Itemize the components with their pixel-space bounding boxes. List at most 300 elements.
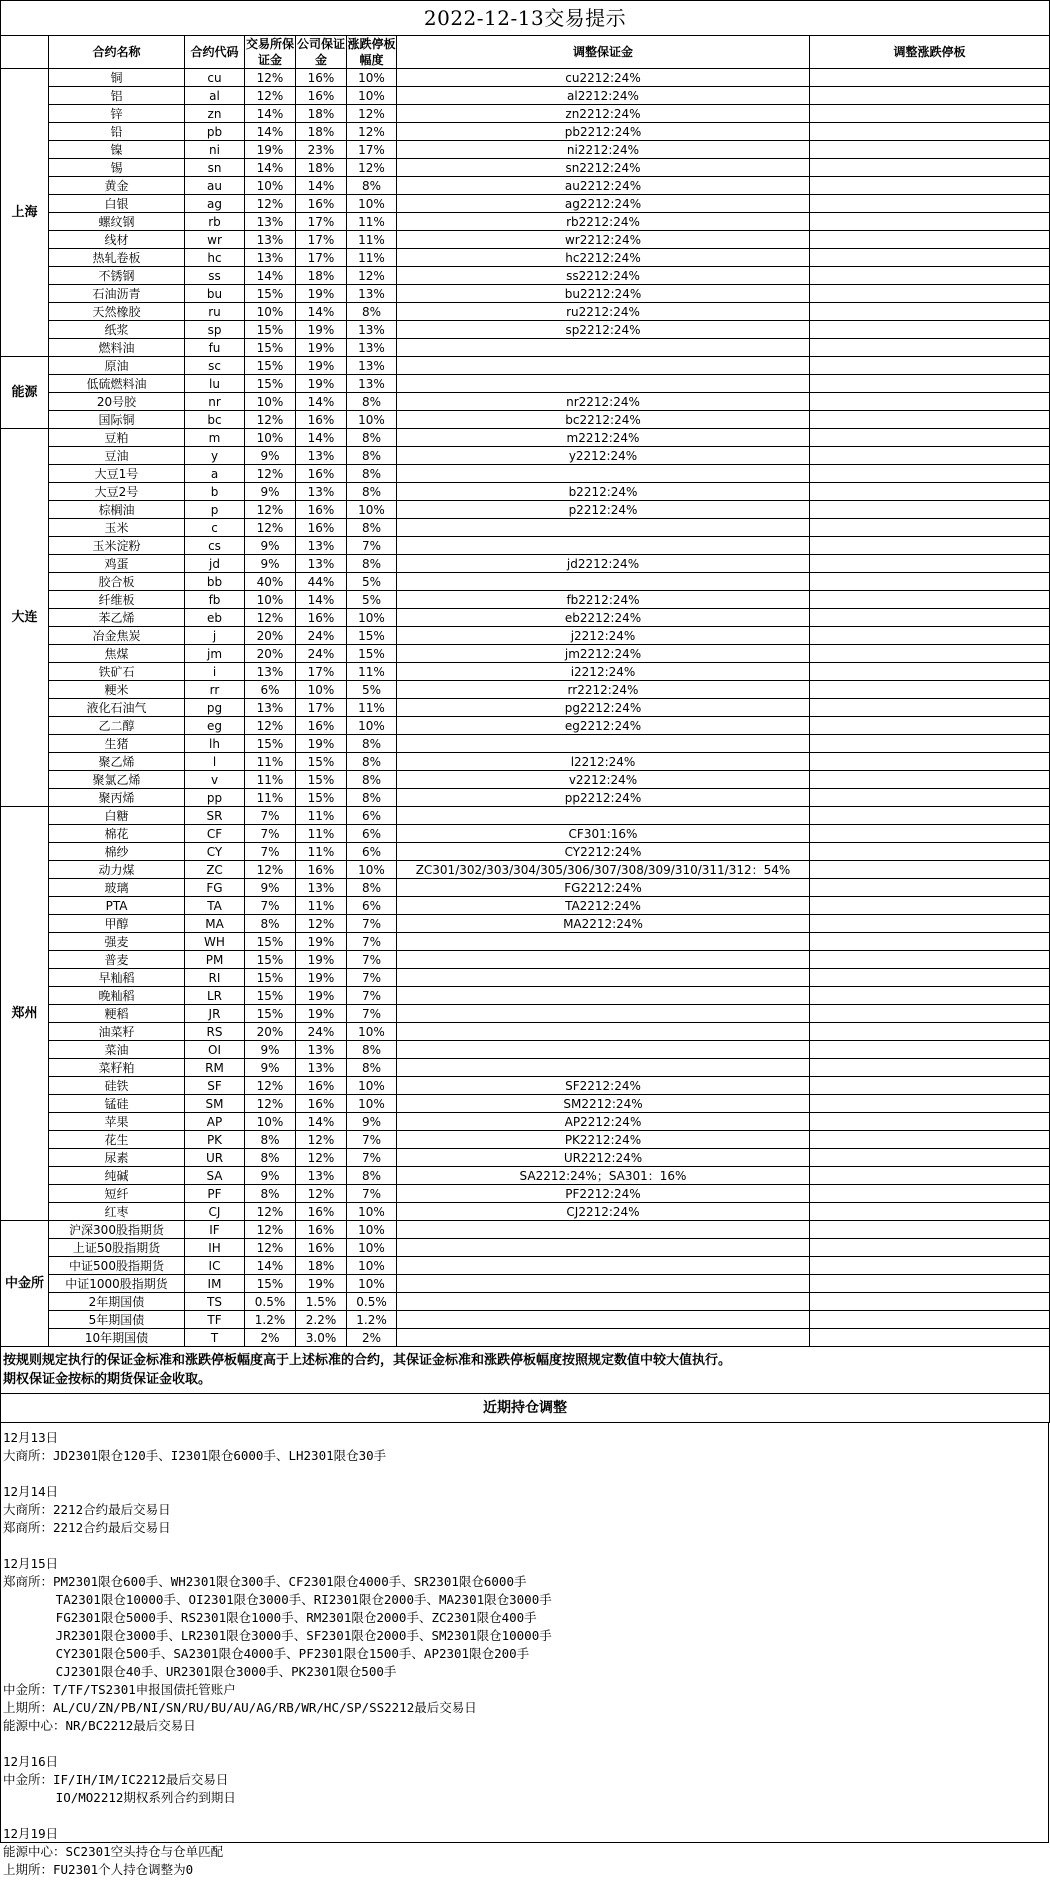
position-updates xyxy=(0,1423,1049,1877)
adjusted-limit xyxy=(810,1311,1050,1329)
company-margin: 19% xyxy=(296,321,347,339)
exchange-label: 郑州 xyxy=(1,807,49,1221)
limit-range: 10% xyxy=(347,1095,397,1113)
contract-code: nr xyxy=(185,393,245,411)
update-line: 中金所：IF/IH/IM/IC2212最后交易日 xyxy=(3,1772,229,1787)
adjusted-limit xyxy=(810,1185,1050,1203)
adjusted-limit xyxy=(810,807,1050,825)
exchange-margin: 10% xyxy=(245,591,296,609)
adjusted-margin: bu2212:24% xyxy=(397,285,810,303)
contract-code: hc xyxy=(185,249,245,267)
contract-name: 大豆2号 xyxy=(49,483,185,501)
limit-range: 11% xyxy=(347,231,397,249)
limit-range: 10% xyxy=(347,501,397,519)
exchange-margin: 12% xyxy=(245,87,296,105)
limit-range: 11% xyxy=(347,213,397,231)
limit-range: 8% xyxy=(347,429,397,447)
update-line: 大商所：JD2301限仓120手、I2301限仓6000手、LH2301限仓30手 xyxy=(3,1448,387,1463)
table-row xyxy=(1,951,1050,969)
adjusted-margin xyxy=(397,1239,810,1257)
adjusted-limit xyxy=(810,1239,1050,1257)
limit-range: 5% xyxy=(347,591,397,609)
adjusted-limit xyxy=(810,789,1050,807)
contract-code: wr xyxy=(185,231,245,249)
adjusted-limit xyxy=(810,1041,1050,1059)
company-margin: 12% xyxy=(296,1131,347,1149)
limit-range: 8% xyxy=(347,771,397,789)
limit-range: 7% xyxy=(347,933,397,951)
table-row xyxy=(1,1203,1050,1221)
header-name: 合约名称 xyxy=(49,36,185,69)
adjusted-limit xyxy=(810,1203,1050,1221)
exchange-margin: 12% xyxy=(245,609,296,627)
contract-code: sp xyxy=(185,321,245,339)
limit-range: 13% xyxy=(347,357,397,375)
adjusted-limit xyxy=(810,1257,1050,1275)
company-margin: 16% xyxy=(296,1077,347,1095)
company-margin: 16% xyxy=(296,465,347,483)
adjusted-margin xyxy=(397,1275,810,1293)
limit-range: 7% xyxy=(347,1185,397,1203)
adjusted-margin: PK2212:24% xyxy=(397,1131,810,1149)
contract-name: 硅铁 xyxy=(49,1077,185,1095)
contract-code: y xyxy=(185,447,245,465)
table-row xyxy=(1,933,1050,951)
update-line: 能源中心：SC2301空头持仓与仓单匹配 xyxy=(3,1844,224,1859)
exchange-margin: 19% xyxy=(245,141,296,159)
adjusted-margin xyxy=(397,1311,810,1329)
limit-range: 8% xyxy=(347,555,397,573)
contract-code: CY xyxy=(185,843,245,861)
company-margin: 3.0% xyxy=(296,1329,347,1347)
update-line: JR2301限仓3000手、LR2301限仓3000手、SF2301限仓2000手、SM2301限仓10000手 xyxy=(3,1628,552,1643)
adjusted-margin xyxy=(397,1059,810,1077)
exchange-margin: 7% xyxy=(245,825,296,843)
limit-range: 12% xyxy=(347,267,397,285)
adjusted-margin xyxy=(397,969,810,987)
table-row xyxy=(1,1059,1050,1077)
company-margin: 19% xyxy=(296,969,347,987)
limit-range: 8% xyxy=(347,1041,397,1059)
contract-name: 红枣 xyxy=(49,1203,185,1221)
contract-code: rb xyxy=(185,213,245,231)
company-margin: 13% xyxy=(296,1167,347,1185)
adjusted-margin xyxy=(397,375,810,393)
contract-code: b xyxy=(185,483,245,501)
company-margin: 18% xyxy=(296,123,347,141)
exchange-margin: 12% xyxy=(245,1239,296,1257)
company-margin: 16% xyxy=(296,69,347,87)
limit-range: 9% xyxy=(347,1113,397,1131)
limit-range: 8% xyxy=(347,789,397,807)
adjusted-limit xyxy=(810,915,1050,933)
table-row xyxy=(1,159,1050,177)
limit-range: 6% xyxy=(347,897,397,915)
company-margin: 17% xyxy=(296,231,347,249)
table-row xyxy=(1,141,1050,159)
exchange-margin: 10% xyxy=(245,393,296,411)
limit-range: 8% xyxy=(347,177,397,195)
contract-code: PK xyxy=(185,1131,245,1149)
contract-name: 锰硅 xyxy=(49,1095,185,1113)
contract-code: c xyxy=(185,519,245,537)
table-row xyxy=(1,483,1050,501)
contract-name: 锡 xyxy=(49,159,185,177)
exchange-margin: 15% xyxy=(245,375,296,393)
company-margin: 19% xyxy=(296,987,347,1005)
contract-name: 铜 xyxy=(49,69,185,87)
exchange-margin: 15% xyxy=(245,1275,296,1293)
contract-name: 苹果 xyxy=(49,1113,185,1131)
limit-range: 7% xyxy=(347,969,397,987)
limit-range: 8% xyxy=(347,735,397,753)
exchange-margin: 12% xyxy=(245,195,296,213)
limit-range: 8% xyxy=(347,753,397,771)
limit-range: 7% xyxy=(347,1149,397,1167)
exchange-margin: 8% xyxy=(245,1149,296,1167)
adjusted-limit xyxy=(810,645,1050,663)
contract-code: TA xyxy=(185,897,245,915)
exchange-margin: 13% xyxy=(245,699,296,717)
contract-code: eg xyxy=(185,717,245,735)
adjusted-margin: TA2212:24% xyxy=(397,897,810,915)
company-margin: 17% xyxy=(296,249,347,267)
header-company-margin: 公司保证金 xyxy=(296,37,345,67)
update-line: FG2301限仓5000手、RS2301限仓1000手、RM2301限仓2000手、ZC2301限仓400手 xyxy=(3,1610,537,1625)
table-row xyxy=(1,1167,1050,1185)
contract-code: OI xyxy=(185,1041,245,1059)
position-section-title: 近期持仓调整 xyxy=(1,1394,1050,1423)
adjusted-margin xyxy=(397,357,810,375)
limit-range: 2% xyxy=(347,1329,397,1347)
limit-range: 11% xyxy=(347,699,397,717)
adjusted-margin xyxy=(397,1023,810,1041)
contract-name: 石油沥青 xyxy=(49,285,185,303)
exchange-margin: 15% xyxy=(245,339,296,357)
update-line: CY2301限仓500手、SA2301限仓4000手、PF2301限仓1500手、AP2301限仓200手 xyxy=(3,1646,530,1661)
adjusted-margin: ss2212:24% xyxy=(397,267,810,285)
contract-name: 铁矿石 xyxy=(49,663,185,681)
contract-code: ni xyxy=(185,141,245,159)
exchange-margin: 40% xyxy=(245,573,296,591)
exchange-margin: 12% xyxy=(245,501,296,519)
contract-name: 油菜籽 xyxy=(49,1023,185,1041)
adjusted-margin: fb2212:24% xyxy=(397,591,810,609)
adjusted-limit xyxy=(810,537,1050,555)
limit-range: 17% xyxy=(347,141,397,159)
update-line: 中金所：T/TF/TS2301申报国债托管账户 xyxy=(3,1682,236,1697)
exchange-margin: 10% xyxy=(245,177,296,195)
table-row xyxy=(1,105,1050,123)
table-row xyxy=(1,735,1050,753)
limit-range: 13% xyxy=(347,375,397,393)
company-margin: 24% xyxy=(296,1023,347,1041)
exchange-margin: 12% xyxy=(245,1203,296,1221)
contract-name: 白糖 xyxy=(49,807,185,825)
exchange-margin: 12% xyxy=(245,519,296,537)
contract-code: PM xyxy=(185,951,245,969)
adjusted-margin: pp2212:24% xyxy=(397,789,810,807)
limit-range: 7% xyxy=(347,1131,397,1149)
contract-name: 天然橡胶 xyxy=(49,303,185,321)
contract-code: fb xyxy=(185,591,245,609)
adjusted-limit xyxy=(810,1131,1050,1149)
adjusted-margin: m2212:24% xyxy=(397,429,810,447)
table-row xyxy=(1,753,1050,771)
contract-code: WH xyxy=(185,933,245,951)
contract-code: FG xyxy=(185,879,245,897)
contract-code: a xyxy=(185,465,245,483)
company-margin: 1.5% xyxy=(296,1293,347,1311)
table-row xyxy=(1,69,1050,87)
update-date: 12月19日 xyxy=(3,1826,59,1841)
adjusted-limit xyxy=(810,1059,1050,1077)
contract-code: pb xyxy=(185,123,245,141)
contract-code: IM xyxy=(185,1275,245,1293)
adjusted-margin: rb2212:24% xyxy=(397,213,810,231)
contract-code: al xyxy=(185,87,245,105)
adjusted-limit xyxy=(810,357,1050,375)
limit-range: 10% xyxy=(347,609,397,627)
adjusted-margin: ru2212:24% xyxy=(397,303,810,321)
table-row xyxy=(1,1041,1050,1059)
company-margin: 16% xyxy=(296,1095,347,1113)
adjusted-limit xyxy=(810,1005,1050,1023)
contract-name: 生猪 xyxy=(49,735,185,753)
contract-name: 玻璃 xyxy=(49,879,185,897)
adjusted-margin: sp2212:24% xyxy=(397,321,810,339)
limit-range: 6% xyxy=(347,843,397,861)
adjusted-margin: jd2212:24% xyxy=(397,555,810,573)
adjusted-limit xyxy=(810,429,1050,447)
exchange-margin: 15% xyxy=(245,933,296,951)
header-code: 合约代码 xyxy=(185,36,245,69)
adjusted-margin: pg2212:24% xyxy=(397,699,810,717)
adjusted-margin: au2212:24% xyxy=(397,177,810,195)
adjusted-margin: jm2212:24% xyxy=(397,645,810,663)
contract-code: lh xyxy=(185,735,245,753)
adjusted-limit xyxy=(810,555,1050,573)
table-row xyxy=(1,501,1050,519)
update-line: IO/MO2212期权系列合约到期日 xyxy=(3,1790,236,1805)
adjusted-limit xyxy=(810,753,1050,771)
table-row xyxy=(1,555,1050,573)
exchange-margin: 14% xyxy=(245,1257,296,1275)
contract-code: v xyxy=(185,771,245,789)
contract-code: j xyxy=(185,627,245,645)
contract-code: SF xyxy=(185,1077,245,1095)
exchange-margin: 15% xyxy=(245,321,296,339)
contract-name: 热轧卷板 xyxy=(49,249,185,267)
contract-name: 低硫燃料油 xyxy=(49,375,185,393)
table-row xyxy=(1,411,1050,429)
company-margin: 19% xyxy=(296,1005,347,1023)
adjusted-margin xyxy=(397,1041,810,1059)
contract-code: sc xyxy=(185,357,245,375)
company-margin: 19% xyxy=(296,735,347,753)
table-row xyxy=(1,267,1050,285)
table-row xyxy=(1,1131,1050,1149)
contract-name: 棕榈油 xyxy=(49,501,185,519)
adjusted-limit xyxy=(810,285,1050,303)
contract-code: au xyxy=(185,177,245,195)
adjusted-margin: j2212:24% xyxy=(397,627,810,645)
adjusted-margin: nr2212:24% xyxy=(397,393,810,411)
exchange-margin: 2% xyxy=(245,1329,296,1347)
adjusted-margin: zn2212:24% xyxy=(397,105,810,123)
limit-range: 13% xyxy=(347,321,397,339)
adjusted-margin xyxy=(397,1005,810,1023)
header-adjust-margin: 调整保证金 xyxy=(397,36,810,69)
company-margin: 44% xyxy=(296,573,347,591)
exchange-margin: 12% xyxy=(245,411,296,429)
contract-name: 纤维板 xyxy=(49,591,185,609)
company-margin: 17% xyxy=(296,663,347,681)
company-margin: 16% xyxy=(296,1203,347,1221)
contract-name: 国际铜 xyxy=(49,411,185,429)
update-line: 大商所：2212合约最后交易日 xyxy=(3,1502,171,1517)
adjusted-margin: SF2212:24% xyxy=(397,1077,810,1095)
contract-name: 纯碱 xyxy=(49,1167,185,1185)
adjusted-margin xyxy=(397,339,810,357)
adjusted-margin: CJ2212:24% xyxy=(397,1203,810,1221)
adjusted-margin xyxy=(397,1293,810,1311)
limit-range: 7% xyxy=(347,987,397,1005)
exchange-margin: 12% xyxy=(245,1077,296,1095)
limit-range: 7% xyxy=(347,1005,397,1023)
contract-code: SM xyxy=(185,1095,245,1113)
exchange-margin: 15% xyxy=(245,951,296,969)
adjusted-limit xyxy=(810,1329,1050,1347)
adjusted-limit xyxy=(810,933,1050,951)
adjusted-margin: b2212:24% xyxy=(397,483,810,501)
company-margin: 19% xyxy=(296,933,347,951)
contract-code: bc xyxy=(185,411,245,429)
exchange-margin: 0.5% xyxy=(245,1293,296,1311)
table-row xyxy=(1,537,1050,555)
contract-code: zn xyxy=(185,105,245,123)
contract-code: bb xyxy=(185,573,245,591)
contract-name: 燃料油 xyxy=(49,339,185,357)
rule-note xyxy=(1,1347,1050,1394)
table-row xyxy=(1,357,1050,375)
adjusted-limit xyxy=(810,267,1050,285)
contract-name: 普麦 xyxy=(49,951,185,969)
contract-name: 甲醇 xyxy=(49,915,185,933)
table-row xyxy=(1,663,1050,681)
adjusted-limit xyxy=(810,213,1050,231)
limit-range: 13% xyxy=(347,285,397,303)
limit-range: 10% xyxy=(347,1077,397,1095)
adjusted-margin: p2212:24% xyxy=(397,501,810,519)
company-margin: 13% xyxy=(296,1059,347,1077)
contract-code: T xyxy=(185,1329,245,1347)
exchange-margin: 10% xyxy=(245,1113,296,1131)
table-row xyxy=(1,123,1050,141)
adjusted-limit xyxy=(810,699,1050,717)
company-margin: 13% xyxy=(296,879,347,897)
table-row xyxy=(1,339,1050,357)
company-margin: 15% xyxy=(296,753,347,771)
contract-code: ss xyxy=(185,267,245,285)
contract-code: l xyxy=(185,753,245,771)
contract-code: RS xyxy=(185,1023,245,1041)
adjusted-margin: cu2212:24% xyxy=(397,69,810,87)
contract-name: 玉米 xyxy=(49,519,185,537)
limit-range: 10% xyxy=(347,861,397,879)
table-row xyxy=(1,807,1050,825)
adjusted-limit xyxy=(810,591,1050,609)
table-row xyxy=(1,771,1050,789)
contract-code: jm xyxy=(185,645,245,663)
limit-range: 12% xyxy=(347,105,397,123)
adjusted-margin xyxy=(397,1257,810,1275)
adjusted-limit xyxy=(810,393,1050,411)
limit-range: 7% xyxy=(347,915,397,933)
limit-range: 6% xyxy=(347,807,397,825)
limit-range: 5% xyxy=(347,681,397,699)
table-row xyxy=(1,1113,1050,1131)
adjusted-margin xyxy=(397,951,810,969)
adjusted-limit xyxy=(810,1221,1050,1239)
limit-range: 5% xyxy=(347,573,397,591)
table-row xyxy=(1,987,1050,1005)
table-row xyxy=(1,879,1050,897)
table-row xyxy=(1,1257,1050,1275)
contract-code: TS xyxy=(185,1293,245,1311)
table-row xyxy=(1,789,1050,807)
contract-name: 胶合板 xyxy=(49,573,185,591)
company-margin: 19% xyxy=(296,375,347,393)
adjusted-limit xyxy=(810,105,1050,123)
contract-name: 锌 xyxy=(49,105,185,123)
table-row xyxy=(1,519,1050,537)
limit-range: 12% xyxy=(347,123,397,141)
table-row xyxy=(1,573,1050,591)
contract-name: 铝 xyxy=(49,87,185,105)
exchange-margin: 7% xyxy=(245,897,296,915)
adjusted-limit xyxy=(810,519,1050,537)
exchange-margin: 9% xyxy=(245,879,296,897)
limit-range: 10% xyxy=(347,1257,397,1275)
company-margin: 16% xyxy=(296,1239,347,1257)
contract-name: 粳稻 xyxy=(49,1005,185,1023)
contract-code: CJ xyxy=(185,1203,245,1221)
limit-range: 10% xyxy=(347,87,397,105)
company-margin: 16% xyxy=(296,717,347,735)
contract-code: bu xyxy=(185,285,245,303)
contract-name: 上证50股指期货 xyxy=(49,1239,185,1257)
update-line: 能源中心：NR/BC2212最后交易日 xyxy=(3,1718,196,1733)
contract-code: cs xyxy=(185,537,245,555)
company-margin: 24% xyxy=(296,627,347,645)
adjusted-margin xyxy=(397,573,810,591)
update-day xyxy=(3,1825,1048,1879)
adjusted-margin xyxy=(397,987,810,1005)
contract-name: 早籼稻 xyxy=(49,969,185,987)
adjusted-margin xyxy=(397,537,810,555)
contract-code: fu xyxy=(185,339,245,357)
adjusted-margin: CF301:16% xyxy=(397,825,810,843)
table-row xyxy=(1,1185,1050,1203)
adjusted-margin xyxy=(397,519,810,537)
company-margin: 16% xyxy=(296,519,347,537)
update-date: 12月14日 xyxy=(3,1484,59,1499)
adjusted-margin: ag2212:24% xyxy=(397,195,810,213)
adjusted-margin: SM2212:24% xyxy=(397,1095,810,1113)
contract-code: lu xyxy=(185,375,245,393)
limit-range: 10% xyxy=(347,1203,397,1221)
